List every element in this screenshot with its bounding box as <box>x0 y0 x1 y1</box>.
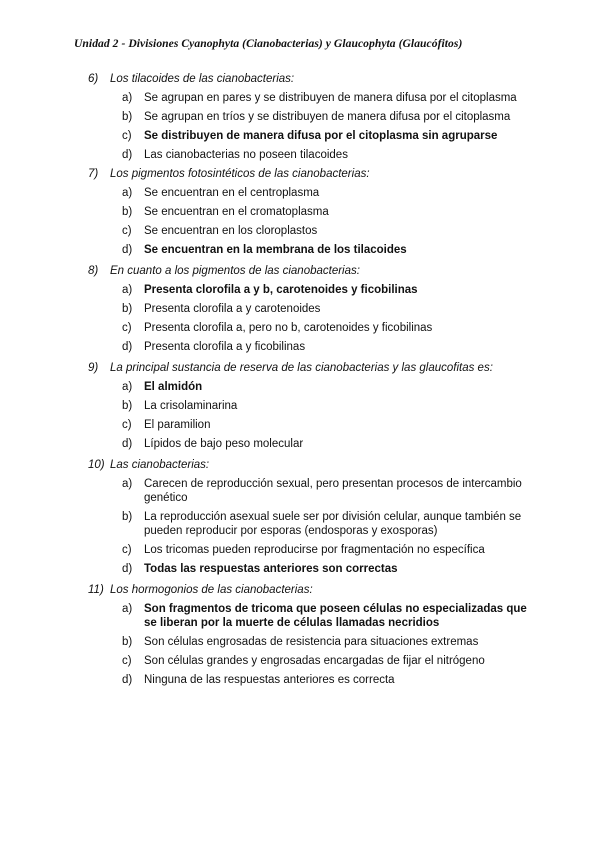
question-stem <box>88 167 538 181</box>
option-letter: d) <box>122 563 133 575</box>
answer-option-correct <box>88 562 538 576</box>
question-9 <box>88 361 538 451</box>
option-letter: c) <box>122 322 132 334</box>
option-letter: c) <box>122 655 132 667</box>
option-text: Presenta clorofila a y carotenoides <box>144 303 321 315</box>
option-text: La crisolaminarina <box>144 400 238 412</box>
answer-option <box>88 635 538 649</box>
option-letter: b) <box>122 206 133 218</box>
option-letter: b) <box>122 511 133 523</box>
option-letter: b) <box>122 111 133 123</box>
option-letter: a) <box>122 284 133 296</box>
answer-option-correct <box>88 283 538 297</box>
answer-option <box>88 302 538 316</box>
question-number: 8) <box>88 265 99 277</box>
option-text: Se agrupan en pares y se distribuyen de manera difusa por el citoplasma <box>144 92 517 104</box>
option-text: Presenta clorofila a y ficobilinas <box>144 341 306 353</box>
option-text: Ninguna de las respuestas anteriores es correcta <box>144 674 395 686</box>
answer-option <box>88 91 538 105</box>
question-list <box>88 72 538 694</box>
answer-option <box>88 110 538 124</box>
option-letter: b) <box>122 400 133 412</box>
answer-option <box>88 673 538 687</box>
question-10 <box>88 458 538 576</box>
answer-option <box>88 399 538 413</box>
answer-option <box>88 437 538 451</box>
option-text: Se encuentran en los cloroplastos <box>144 225 318 237</box>
option-letter: c) <box>122 225 132 237</box>
option-text: El paramilion <box>144 419 211 431</box>
answer-option <box>88 510 538 538</box>
option-text: Presenta clorofila a y b, carotenoides y ficobilinas <box>144 284 418 296</box>
question-text: Los tilacoides de las cianobacterias: <box>110 73 295 85</box>
question-stem <box>88 361 538 375</box>
option-text: El almidón <box>144 381 203 393</box>
option-text: Son células grandes y engrosadas encargadas de fijar el nitrógeno <box>144 655 485 667</box>
question-stem <box>88 583 538 597</box>
option-letter: c) <box>122 419 132 431</box>
option-letter: a) <box>122 187 133 199</box>
question-stem <box>88 458 538 472</box>
question-number: 11) <box>88 584 104 596</box>
answer-option-correct <box>88 380 538 394</box>
answer-option <box>88 654 538 668</box>
option-letter: d) <box>122 341 133 353</box>
option-text: Se encuentran en el centroplasma <box>144 187 320 199</box>
question-text: La principal sustancia de reserva de las cianobacterias y las glaucofitas es: <box>110 362 493 374</box>
option-letter: d) <box>122 244 133 256</box>
option-text: Se agrupan en tríos y se distribuyen de manera difusa por el citoplasma <box>144 111 511 123</box>
page-header: Unidad 2 - Divisiones Cyanophyta (Cianobacterias) y Glaucophyta (Glaucófitos) <box>74 37 463 50</box>
option-text: Se encuentran en la membrana de los tilacoides <box>144 244 407 256</box>
option-letter: c) <box>122 130 132 142</box>
option-letter: b) <box>122 636 133 648</box>
question-number: 7) <box>88 168 99 180</box>
answer-option <box>88 205 538 219</box>
answer-option <box>88 148 538 162</box>
answer-option <box>88 477 538 505</box>
option-text: Son fragmentos de tricoma que poseen células no especializadas que se liberan por la muerte de células llamadas necridios <box>144 603 527 629</box>
answer-option-correct <box>88 602 538 630</box>
option-letter: a) <box>122 478 133 490</box>
option-text: Las cianobacterias no poseen tilacoides <box>144 149 348 161</box>
option-letter: d) <box>122 149 133 161</box>
option-letter: a) <box>122 92 133 104</box>
question-7 <box>88 167 538 257</box>
option-text: Carecen de reproducción sexual, pero presentan procesos de intercambio genético <box>144 478 522 504</box>
option-letter: a) <box>122 603 133 615</box>
answer-option <box>88 186 538 200</box>
option-text: Todas las respuestas anteriores son correctas <box>144 563 398 575</box>
answer-option <box>88 321 538 335</box>
option-text: Se distribuyen de manera difusa por el citoplasma sin agruparse <box>144 130 498 142</box>
question-stem <box>88 72 538 86</box>
answer-option <box>88 340 538 354</box>
option-letter: d) <box>122 674 133 686</box>
option-text: Presenta clorofila a, pero no b, carotenoides y ficobilinas <box>144 322 433 334</box>
question-text: En cuanto a los pigmentos de las cianobacterias: <box>110 265 360 277</box>
option-letter: b) <box>122 303 133 315</box>
option-text: Lípidos de bajo peso molecular <box>144 438 304 450</box>
answer-option <box>88 418 538 432</box>
question-number: 6) <box>88 73 99 85</box>
question-number: 9) <box>88 362 99 374</box>
question-text: Los pigmentos fotosintéticos de las cianobacterias: <box>110 168 370 180</box>
option-text: Son células engrosadas de resistencia para situaciones extremas <box>144 636 479 648</box>
answer-option-correct <box>88 129 538 143</box>
option-letter: d) <box>122 438 133 450</box>
question-number: 10) <box>88 459 105 471</box>
option-letter: a) <box>122 381 133 393</box>
question-8 <box>88 264 538 354</box>
question-11 <box>88 583 538 687</box>
question-text: Las cianobacterias: <box>110 459 210 471</box>
answer-option <box>88 224 538 238</box>
question-6 <box>88 72 538 162</box>
option-text: La reproducción asexual suele ser por división celular, aunque también se pueden reproducir por esporas (endosporas y exosporas) <box>144 511 522 537</box>
answer-option-correct <box>88 243 538 257</box>
question-text: Los hormogonios de las cianobacterias: <box>110 584 313 596</box>
option-text: Se encuentran en el cromatoplasma <box>144 206 329 218</box>
option-letter: c) <box>122 544 132 556</box>
question-stem <box>88 264 538 278</box>
answer-option <box>88 543 538 557</box>
option-text: Los tricomas pueden reproducirse por fragmentación no específica <box>144 544 485 556</box>
